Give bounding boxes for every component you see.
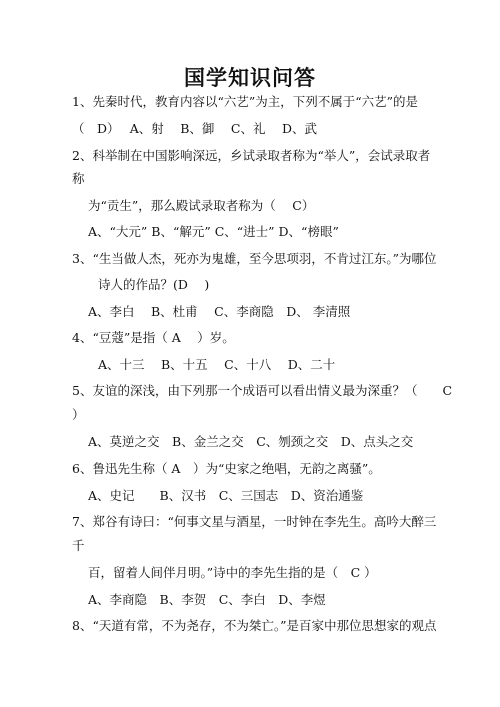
q2-options: A、“大元” B、“解元” C、“进士” D、“榜眼” xyxy=(88,224,339,239)
q7-line-1: 7、郑谷有诗曰：“何事文星与酒星，一时钟在李先生。高吟大醉三 xyxy=(72,514,437,529)
page-title: 国学知识问答 xyxy=(184,65,316,90)
q4-options: A、十三 B、十五 C、十八 D、二十 xyxy=(98,357,336,372)
q3-line-2: 诗人的作品？(D ) xyxy=(98,277,210,292)
q7-line-3: 百，留着人间伴月明。”诗中的李先生指的是（ C ） xyxy=(88,565,377,580)
q2-line-3: 为“贡生”，那么殿试录取者称为（ C） xyxy=(88,198,315,213)
q8-line-1: 8、“天道有常，不为尧存，不为桀亡。”是百家中那位思想家的观点 xyxy=(72,618,437,633)
q1-options: （ D） A、射 B、御 C、礼 D、武 xyxy=(72,121,317,136)
q2-line-2: 称 xyxy=(72,171,85,186)
q6-line-1: 6、鲁迅先生称（ A ）为“史家之绝唱，无韵之离骚”。 xyxy=(72,461,381,476)
q3-options: A、李白 B、杜甫 C、李商隐 D、 李清照 xyxy=(88,304,351,319)
q5-line-2: ） xyxy=(72,407,85,422)
q7-options: A、李商隐 B、李贺 C、李白 D、李煜 xyxy=(88,592,326,607)
q3-line-1: 3、“生当做人杰，死亦为鬼雄，至今思项羽，不肯过江东。”为哪位 xyxy=(72,251,437,266)
q1-line-1: 1、先秦时代，教育内容以“六艺”为主，下列不属于“六艺”的是 xyxy=(72,94,419,109)
q5-line-1: 5、友谊的深浅，由下列那一个成语可以看出情义最为深重？（ C xyxy=(72,383,453,398)
q4-line-1: 4、“豆蔻”是指（ A ）岁。 xyxy=(72,330,235,345)
q7-line-2: 千 xyxy=(72,538,85,553)
q5-options: A、莫逆之交 B、金兰之交 C、刎颈之交 D、点头之交 xyxy=(88,434,414,449)
q6-options: A、史记 B、汉书 C、三国志 D、资治通鉴 xyxy=(88,488,364,503)
q2-line-1: 2、科举制在中国影响深远，乡试录取者称为“举人”，会试录取者 xyxy=(72,148,431,163)
